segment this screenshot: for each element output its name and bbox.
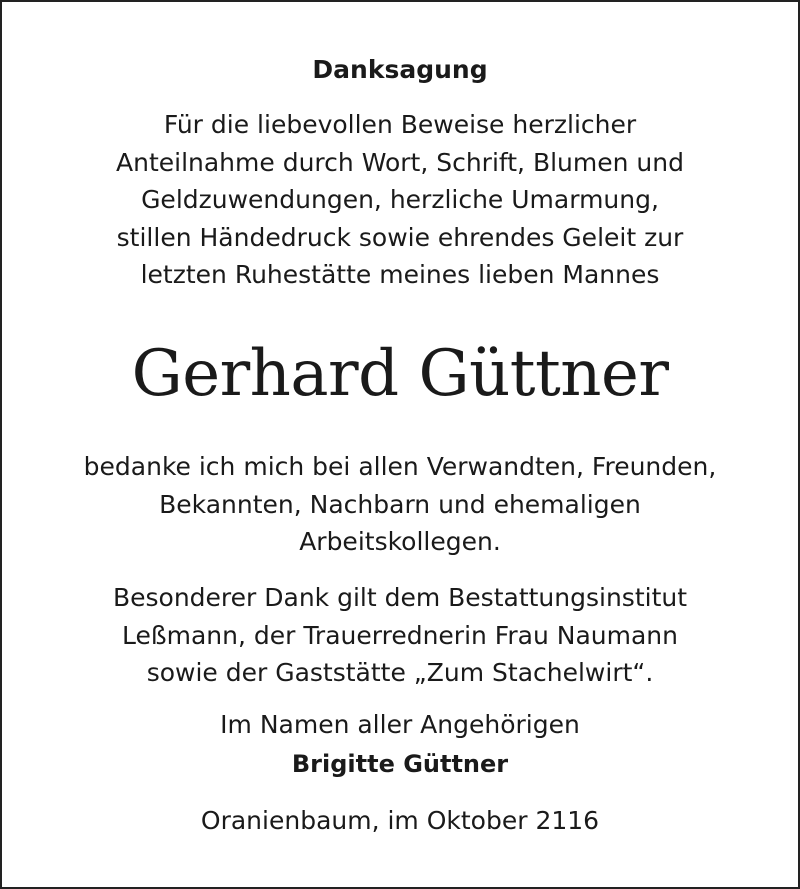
notice-heading: Danksagung xyxy=(312,55,488,84)
intro-text xyxy=(2,106,798,294)
intro-line: letzten Ruhestätte meines lieben Mannes xyxy=(140,260,660,289)
signer-name: Brigitte Güttner xyxy=(291,750,509,778)
intro-line: Geldzuwendungen, herzliche Umarmung, xyxy=(141,185,659,214)
on-behalf-text: Im Namen aller Angehörigen xyxy=(220,710,580,739)
intro-line: stillen Händedruck sowie ehrendes Geleit zur xyxy=(116,222,684,252)
special-thanks-line: sowie der Gaststätte „Zum Stachelwirt“. xyxy=(146,658,654,687)
special-thanks-text xyxy=(2,579,798,692)
place-date: Oranienbaum, im Oktober 2116 xyxy=(200,806,600,835)
thanks-line: Bekannten, Nachbarn und ehemaligen xyxy=(159,489,641,519)
thanks-line: bedanke ich mich bei allen Verwandten, Freunden, xyxy=(83,452,717,481)
intro-line: Anteilnahme durch Wort, Schrift, Blumen und xyxy=(116,147,684,177)
intro-line: Für die liebevollen Beweise herzlicher xyxy=(163,110,637,139)
special-thanks-line: Besonderer Dank gilt dem Bestattungsinstitut xyxy=(112,583,688,612)
thanks-text xyxy=(2,448,798,561)
thanks-line: Arbeitskollegen. xyxy=(299,527,501,556)
special-thanks-line: Leßmann, der Trauerrednerin Frau Naumann xyxy=(121,620,678,650)
deceased-name: Gerhard Güttner xyxy=(131,337,669,411)
